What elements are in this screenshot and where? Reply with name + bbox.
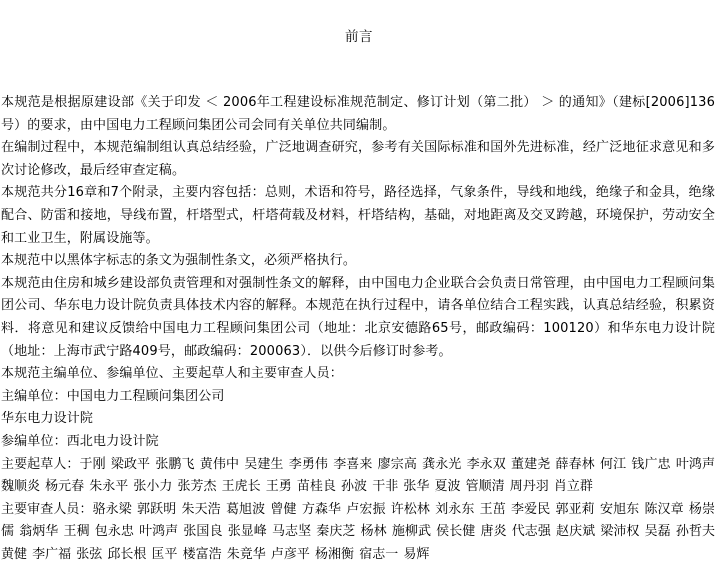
participating-unit: 参编单位：西北电力设计院 xyxy=(1,433,159,449)
paragraph-process: 在编制过程中，本规范编制组认真总结经验，广泛地调查研究，参考有关国际标准和国外先进标准，经广泛地征求意见和多次讨论修改，最后经审查定稿。 xyxy=(1,140,715,178)
paragraph-contents: 本规范共分16章和7个附录，主要内容包括：总则，术语和符号，路径选择，气象条件，导线和地线，绝缘子和金具，绝缘配合、防雷和接地，导线布置，杆塔型式，杆塔荷载及材料，杆塔结构，基础，对地距离及交叉跨越，环境保护，劳动安全和工业卫生，附属设施等。 xyxy=(1,185,715,246)
document-body xyxy=(1,92,715,566)
drafters-list: 主要起草人：于刚 梁政平 张鹏飞 黄伟中 吴建生 李勇伟 李喜来 廖宗高 龚永光 李永双 董建尧 薛春林 何江 钱广忠 叶鸿声 魏顺炎 杨元春 朱永平 张小力 张芳杰 王虎长 王勇 苗桂良 孙波 干非 张华 夏波 管顺清 周丹羽 肖立群 xyxy=(1,456,715,495)
paragraph-units-intro: 本规范主编单位、参编单位、主要起草人和主要审查人员： xyxy=(1,366,343,382)
paragraph-basis: 本规范是根据原建设部《关于印发 ＜ 2006年工程建设标准规范制定、修订计划（第二批） ＞ 的通知》（建标[2006]136号）的要求，由中国电力工程顾问集团公司会同有关单位共同编制。 xyxy=(1,95,715,133)
page-title: 前言 xyxy=(345,29,373,45)
chief-editor-unit-2: 华东电力设计院 xyxy=(1,411,94,427)
chief-editor-unit: 主编单位：中国电力工程顾问集团公司 xyxy=(1,388,225,404)
paragraph-mandatory: 本规范中以黑体字标志的条文为强制性条文，必须严格执行。 xyxy=(1,253,357,269)
reviewers-list: 主要审查人员：骆永梁 郭跃明 朱天浩 葛旭波 曾健 方森华 卢宏振 许松林 刘永东 王茁 李爱民 郭亚莉 安旭东 陈汉章 杨崇儒 翁炳华 王稠 包永忠 叶鸿声 张国良 张显峰 马志坚 秦庆芝 杨林 施柳武 侯长健 唐炎 代志强 赵庆斌 梁沛权 吴磊 孙哲夫 黄健 李广福 张弦 邱长根 匡平 楼富浩 朱竟华 卢彦平 杨湘衡 宿志一 易辉 xyxy=(1,501,715,562)
paragraph-management: 本规范由住房和城乡建设部负责管理和对强制性条文的解释，由中国电力企业联合会负责日常管理，由中国电力工程顾问集团公司、华东电力设计院负责具体技术内容的解释。本规范在执行过程中，请各单位结合工程实践，认真总结经验，积累资料．将意见和建议反馈给中国电力工程顾问集团公司（地址：北京安德路65号，邮政编码：100120）和华东电力设计院（地址：上海市武宁路409号，邮政编码：200063）．以供今后修订时参考。 xyxy=(1,275,715,359)
